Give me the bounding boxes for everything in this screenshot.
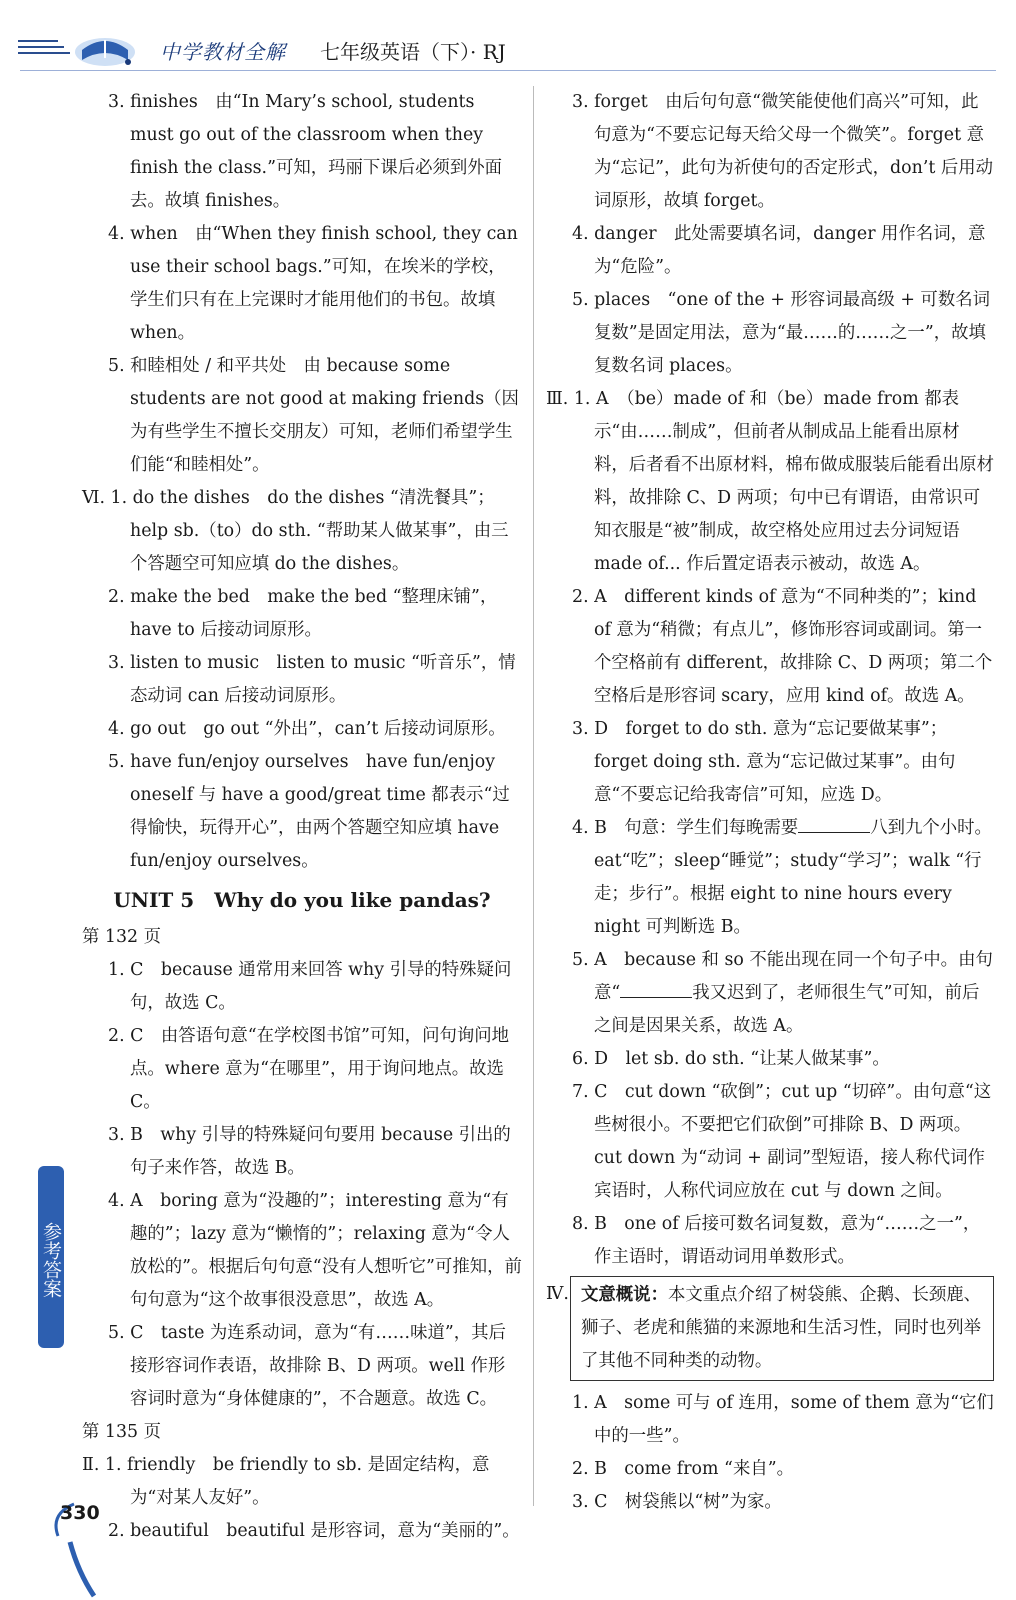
- header-decor-lines: [18, 40, 70, 58]
- answer-item: 4. A boring 意为“没趣的”；interesting 意为“有趣的”；lazy 意为“懒惰的”；relaxing 意为“令人放松的”。根据后句句意“没有人想听它”可推知，前句句意为“这个故事很没意思”，故选 A。: [108, 1191, 522, 1310]
- answer-item: 5. have fun/enjoy ourselves have fun/enjoy oneself 与 have a good/great time 都表示“过得愉快，玩得开心”，由两个答题空知应填 have fun/enjoy ourselves。: [108, 752, 510, 871]
- page-reference: 第 135 页: [82, 1422, 162, 1442]
- right-column: [546, 86, 994, 1519]
- answer-item: 5. A because 和 so 不能出现在同一个句子中。由句意“ 我又迟到了，老师很生气”可知，前后之间是因果关系，故选 A。: [572, 950, 993, 1036]
- section-answer-item: Ⅲ. 1. A （be）made of 和（be）made from 都表示“由……制成”，但前者从制成品上能看出原材料，后者看不出原材料，棉布做成服装后能看出原材料，故排除 C、D 两项；句中已有谓语，由常识可知衣服是“被”制成，故空格处应用过去分词短语 made of... 作后置定语表示被动，故选 A。: [546, 389, 994, 574]
- section-numeral: Ⅳ.: [546, 1284, 569, 1304]
- left-column: [82, 86, 522, 1548]
- page-header: [0, 0, 1016, 80]
- answer-item: 5. C taste 为连系动词，意为“有……味道”，其后接形容词作表语，故排除 B、D 两项。well 作形容词时意为“身体健康的”，不合题意。故选 C。: [108, 1323, 506, 1409]
- book-subtitle: 七年级英语（下）· RJ: [320, 40, 506, 64]
- fill-blank: [798, 812, 870, 833]
- column-divider: [533, 86, 534, 1506]
- summary-box: [570, 1276, 994, 1381]
- page-number: 330: [60, 1502, 100, 1524]
- answer-item: 3. listen to music listen to music “听音乐”，情态动词 can 后接动词原形。: [108, 653, 516, 706]
- book-logo-icon: [70, 22, 140, 70]
- answer-item: 7. C cut down “砍倒”；cut up “切碎”。由句意“这些树很小。不要把它们砍倒”可排除 B、D 两项。cut down 为“动词 + 副词”型短语，接人称代词作宾语时，人称代词应放在 cut 与 down 之间。: [572, 1082, 992, 1201]
- answer-item: 2. A different kinds of 意为“不同种类的”；kind of 意为“稍微；有点儿”，修饰形容词或副词。第一个空格前有 different，故排除 C、D 两项；第二个空格后是形容词 scary，应用 kind of。故选 A。: [572, 587, 993, 706]
- answer-item: 1. C because 通常用来回答 why 引导的特殊疑问句，故选 C。: [108, 960, 512, 1013]
- section-answer-item: Ⅵ. 1. do the dishes do the dishes “清洗餐具”；help sb.（to）do sth. “帮助某人做某事”，由三个答题空可知应填 do the dishes。: [82, 488, 509, 574]
- answer-item: 5. places “one of the + 形容词最高级 + 可数名词复数”是固定用法，意为“最……的……之一”，故填复数名词 places。: [572, 290, 990, 376]
- section-answer-item: Ⅱ. 1. friendly be friendly to sb. 是固定结构，意为“对某人友好”。: [82, 1455, 490, 1508]
- answer-item: 2. C 由答语句意“在学校图书馆”可知，问句询问地点。where 意为“在哪里”，用于询问地点。故选 C。: [108, 1026, 510, 1112]
- answer-item: 3. forget 由后句句意“微笑能使他们高兴”可知，此句意为“不要忘记每天给父母一个微笑”。forget 意为“忘记”，此句为祈使句的否定形式，don’t 后用动词原形，故填 forget。: [572, 92, 994, 211]
- answer-item: 2. make the bed make the bed “整理床铺”，have to 后接动词原形。: [108, 587, 498, 640]
- answer-item: 3. D forget to do sth. 意为“忘记要做某事”；forget doing sth. 意为“忘记做过某事”。由句意“不要忘记给我寄信”可知，应选 D。: [572, 719, 956, 805]
- series-title: 中学教材全解: [160, 40, 286, 64]
- summary-label: 文意概说：: [581, 1285, 668, 1305]
- right-column-part-c: [546, 1387, 994, 1519]
- reference-answer-tab: 参考答案: [38, 1166, 64, 1348]
- answer-item: 6. D let sb. do sth. “让某人做某事”。: [572, 1049, 890, 1069]
- answer-item: 3. B why 引导的特殊疑问句要用 because 引出的句子来作答，故选 B。: [108, 1125, 511, 1178]
- answer-item: 4. danger 此处需要填名词，danger 用作名词，意为“危险”。: [572, 224, 986, 277]
- answer-item: 1. A some 可与 of 连用，some of them 意为“它们中的一些”。: [572, 1393, 994, 1446]
- right-column-part-b: [546, 1043, 994, 1274]
- answer-item: 4. go out go out “外出”，can’t 后接动词原形。: [108, 719, 506, 739]
- summary-text: 本文重点介绍了树袋熊、企鹅、长颈鹿、狮子、老虎和熊猫的来源地和生活习性，同时也列举了其他不同种类的动物。: [581, 1285, 982, 1371]
- page-reference: 第 132 页: [82, 927, 162, 947]
- header-rule: [20, 70, 996, 71]
- answer-item: 2. B come from “来自”。: [572, 1459, 795, 1479]
- right-column-part-a: [546, 86, 994, 812]
- unit-heading: UNIT 5 Why do you like pandas?: [113, 888, 491, 912]
- answer-item: 2. beautiful beautiful 是形容词，意为“美丽的”。: [108, 1521, 520, 1541]
- fill-blank: [620, 977, 692, 998]
- answer-item: 4. when 由“When they finish school, they can use their school bags.”可知，在埃米的学校，学生们只有在上完课时才能用他们的书包。故填 when。: [108, 224, 518, 343]
- answer-item: 3. C 树袋熊以“树”为家。: [572, 1492, 782, 1512]
- answer-item: 4. B 句意：学生们每晚需要 八到九个小时。eat“吃”；sleep“睡觉”；study“学习”；walk “行走；步行”。根据 eight to nine hours every night 可判断选 B。: [546, 812, 994, 944]
- summary-block: [546, 1276, 994, 1381]
- answer-item: 5. 和睦相处 / 和平共处 由 because some students are not good at making friends（因为有些学生不擅长交朋友）可知，老师们希望学生们能“和睦相处”。: [108, 356, 519, 475]
- answer-item: 8. B one of 后接可数名词复数，意为“……之一”，作主语时，谓语动词用单数形式。: [572, 1214, 981, 1267]
- answer-item: 3. finishes 由“In Mary’s school, students must go out of the classroom when they finish the class.”可知，玛丽下课后必须到外面去。故填 finishes。: [108, 92, 503, 211]
